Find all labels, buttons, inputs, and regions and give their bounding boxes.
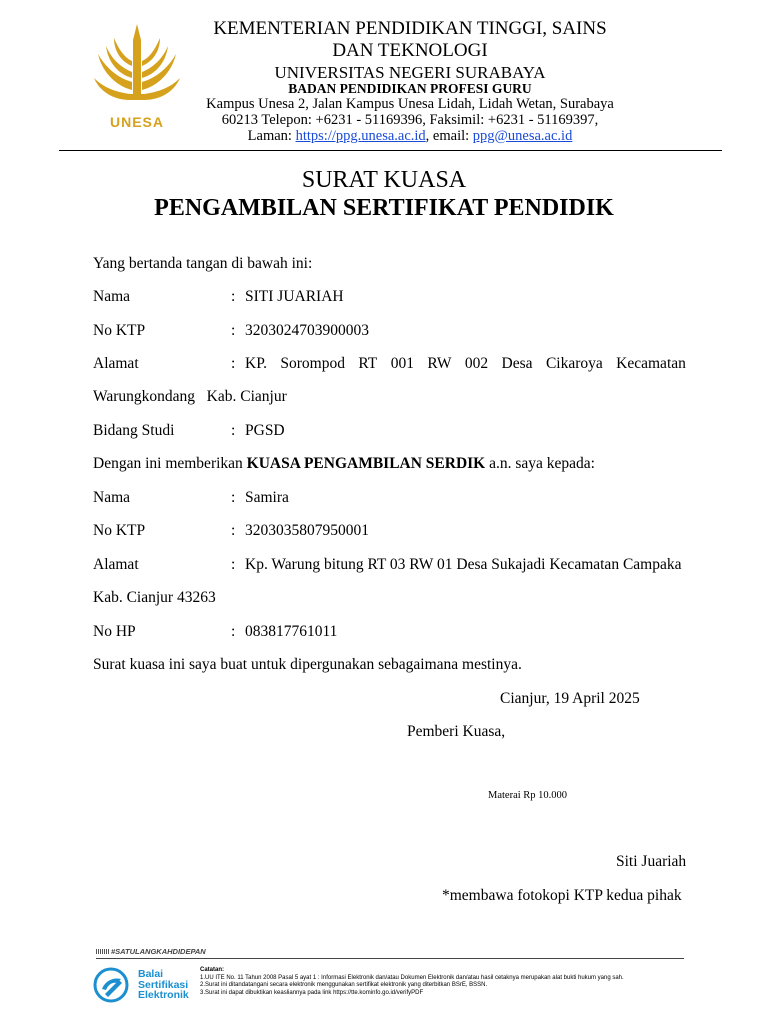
colon: : bbox=[231, 522, 236, 539]
bsre-emblem-icon bbox=[93, 967, 129, 1003]
title-line-1: SURAT KUASA bbox=[301, 167, 467, 193]
colon: : bbox=[231, 355, 236, 372]
address-word: Kecamatan bbox=[616, 355, 686, 372]
grantor-alamat-line-2: Warungkondang Kab. Cianjur bbox=[93, 388, 287, 405]
address-word: Desa bbox=[501, 355, 533, 372]
grantee-nama-value: Samira bbox=[245, 489, 289, 506]
grantor-ktp-value: 3203024703900003 bbox=[245, 322, 369, 339]
footer-note-1: 1.UU ITE No. 11 Tahun 2008 Pasal 5 ayat 1 : Informasi Elektronik dan/atau Dokumen Elektronik dan/atau hasil cetaknya merupakan alat bukti hukum yang sah. bbox=[200, 974, 624, 981]
stripes-icon bbox=[96, 949, 110, 954]
address-word: 001 bbox=[390, 355, 414, 372]
grantee-alamat-line-1: Kp. Warung bitung RT 03 RW 01 Desa Sukajadi Kecamatan Campaka bbox=[245, 556, 682, 573]
closing-text: Surat kuasa ini saya buat untuk dipergunakan sebagaimana mestinya. bbox=[93, 656, 522, 673]
address-word: Cikaroya bbox=[545, 355, 603, 372]
grantee-hp-value: 083817761011 bbox=[245, 623, 338, 640]
colon: : bbox=[231, 489, 236, 506]
statement-pre: Dengan ini memberikan bbox=[93, 455, 247, 472]
grantee-ktp-label: No KTP bbox=[93, 522, 146, 539]
grantor-alamat-label: Alamat bbox=[93, 355, 139, 372]
address-word: KP. bbox=[245, 355, 267, 372]
grantee-alamat-label: Alamat bbox=[93, 556, 139, 573]
address-word: RW bbox=[427, 355, 452, 372]
university-name: UNIVERSITAS NEGERI SURABAYA bbox=[274, 63, 546, 82]
bsre-line-3: Elektronik bbox=[138, 989, 189, 1001]
grantee-ktp-value: 3203035807950001 bbox=[245, 522, 369, 539]
address-word: Sorompod bbox=[280, 355, 345, 372]
colon: : bbox=[231, 422, 236, 439]
address-line-1: Kampus Unesa 2, Jalan Kampus Unesa Lidah, Lidah Wetan, Surabaya bbox=[206, 96, 614, 112]
hashtag bbox=[96, 947, 206, 956]
grantor-bidang-label: Bidang Studi bbox=[93, 422, 175, 439]
statement bbox=[93, 455, 595, 473]
footer-notes bbox=[200, 967, 695, 997]
footer-note-2: 2.Surat ini ditandatangani secara elektronik menggunakan sertifikat elektronik yang diterbitkan BSrE, BSSN. bbox=[200, 982, 488, 988]
website-link[interactable]: https://ppg.unesa.ac.id bbox=[295, 128, 426, 144]
materai-label: Materai Rp 10.000 bbox=[488, 790, 568, 801]
grantor-nama-label: Nama bbox=[93, 288, 131, 305]
unesa-logo bbox=[92, 20, 182, 132]
ministry-line-1: KEMENTERIAN PENDIDIKAN TINGGI, SAINS bbox=[213, 18, 607, 39]
grantor-nama-value: SITI JUARIAH bbox=[245, 288, 344, 305]
address-word: 002 bbox=[464, 355, 489, 372]
colon: : bbox=[231, 288, 236, 305]
email-label: , email: bbox=[425, 128, 473, 144]
address-word: RT bbox=[358, 355, 378, 372]
statement-bold: KUASA PENGAMBILAN SERDIK bbox=[246, 455, 486, 472]
unit-name: BADAN PENDIDIKAN PROFESI GURU bbox=[288, 81, 532, 96]
place-date: Cianjur, 19 April 2025 bbox=[500, 690, 640, 707]
footer-note-3: 3.Surat ini dapat dibuktikan keasliannya pada link https://tte.kominfo.go.id/verifyPDF bbox=[200, 989, 424, 996]
ministry-line-2: DAN TEKNOLOGI bbox=[332, 40, 488, 61]
grantor-ktp-label: No KTP bbox=[93, 322, 146, 339]
email-link[interactable]: ppg@unesa.ac.id bbox=[472, 128, 573, 144]
letterhead-divider bbox=[59, 150, 722, 151]
intro-text: Yang bertanda tangan di bawah ini: bbox=[93, 255, 313, 272]
grantee-hp-label: No HP bbox=[93, 623, 136, 640]
colon: : bbox=[231, 556, 236, 573]
logo-text: UNESA bbox=[109, 114, 164, 130]
ktp-note: *membawa fotokopi KTP kedua pihak bbox=[442, 887, 682, 904]
colon: : bbox=[231, 623, 236, 640]
statement-post: a.n. saya kepada: bbox=[485, 455, 595, 472]
grantee-nama-label: Nama bbox=[93, 489, 131, 506]
colon: : bbox=[231, 322, 236, 339]
pemberi-kuasa-label: Pemberi Kuasa, bbox=[407, 723, 506, 740]
hashtag-text: #SATULANGKAHDIDEPAN bbox=[111, 947, 206, 956]
grantee-alamat-line-2: Kab. Cianjur 43263 bbox=[93, 589, 216, 606]
grantor-alamat-line-1 bbox=[245, 355, 686, 373]
footer-divider bbox=[96, 958, 684, 959]
signer-name: Siti Juariah bbox=[616, 853, 687, 870]
title-line-2: PENGAMBILAN SERTIFIKAT PENDIDIK bbox=[154, 195, 614, 221]
catatan-label: Catatan: bbox=[200, 967, 225, 973]
grantor-bidang-value: PGSD bbox=[245, 422, 285, 439]
bsre-logo bbox=[93, 967, 203, 1003]
address-line-2: 60213 Telepon: +6231 - 51169396, Faksimil: +6231 - 51169397, bbox=[221, 112, 599, 128]
laman-label: Laman: bbox=[247, 128, 296, 144]
bsre-line-2: Sertifikasi bbox=[138, 978, 189, 991]
bsre-line-1: Balai bbox=[138, 968, 164, 980]
contact-line bbox=[170, 128, 650, 144]
